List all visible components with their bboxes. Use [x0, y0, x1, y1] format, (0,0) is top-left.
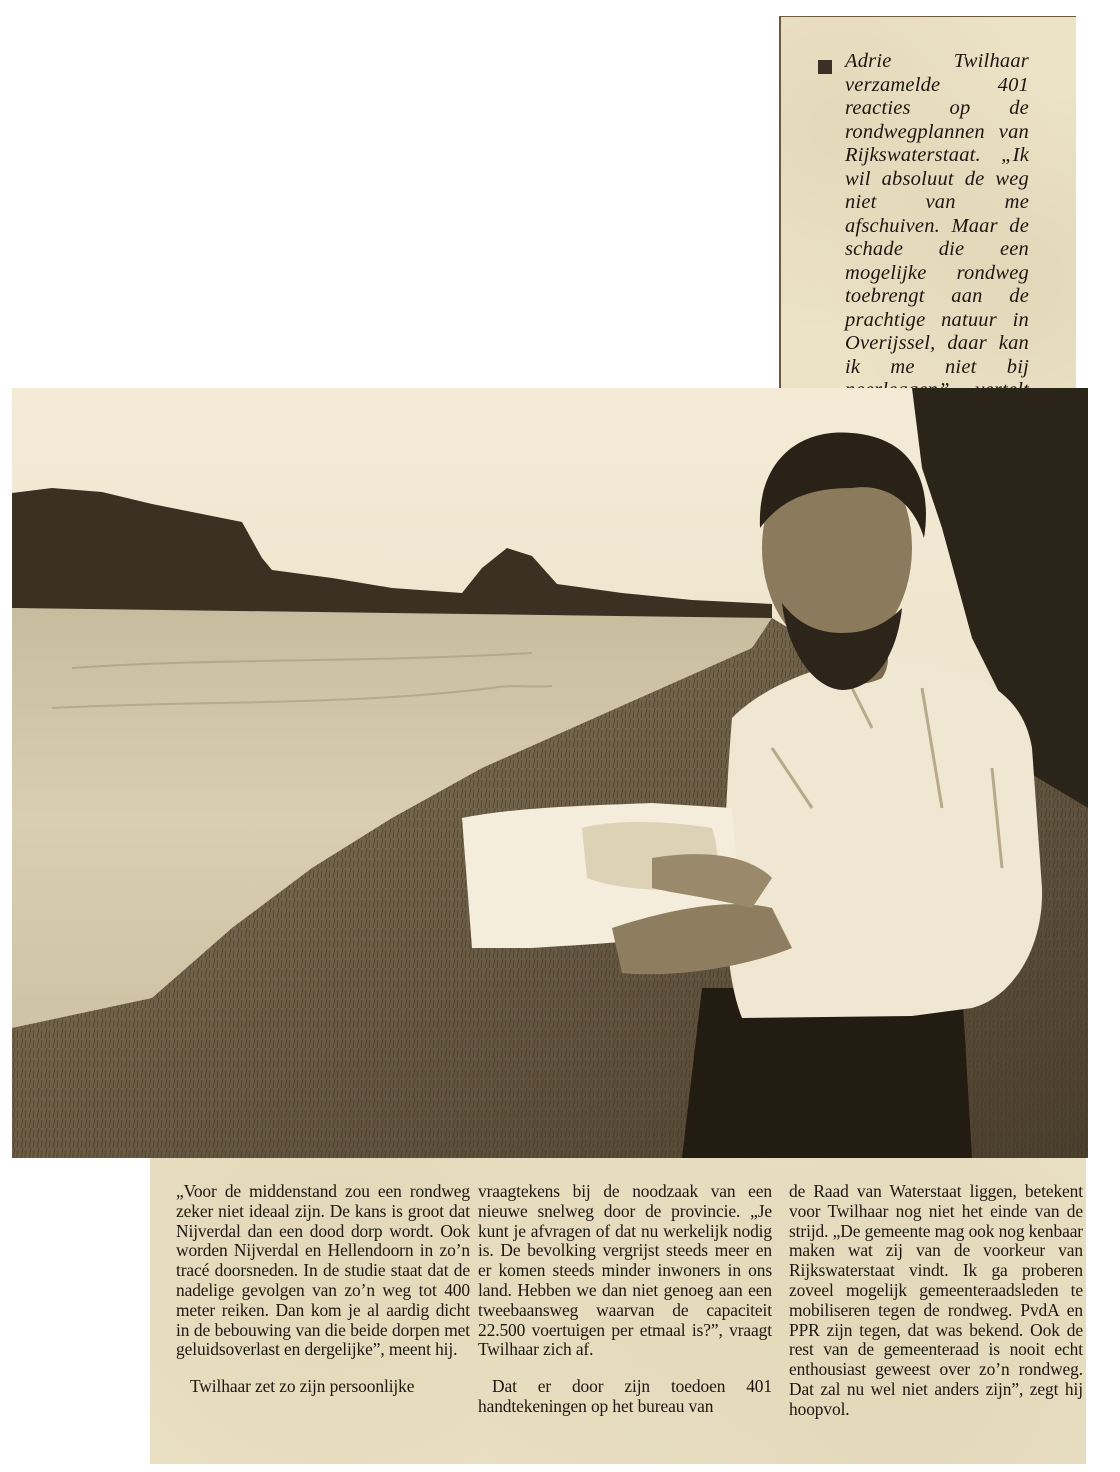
caption-bullet-square [818, 60, 832, 74]
article-column-2 [478, 1182, 772, 1434]
column1-paragraph-2: Twilhaar zet zo zijn persoonlijke [190, 1376, 415, 1397]
column3-paragraph-1: de Raad van Waterstaat liggen, betekent voor Twilhaar nog niet het einde van de strijd. „De gemeente mag ook nog kenbaar maken wat zij van de voorkeur van Rijkswaterstaat vindt. Ik ga proberen zoveel mogelijk gemeenteraadsleden te mobiliseren tegen de rondweg. PvdA en PPR zijn tegen, dat was bekend. Ook de rest van de gemeenteraad is nooit echt enthousiast geweest over zo’n rondweg. Dat zal nu wel niet anders zijn”, zegt hij hoopvol. [789, 1181, 1083, 1419]
article-column-3 [789, 1182, 1083, 1437]
photo-caption: Adrie Twilhaar verzamelde 401 reacties op de rondwegplannen van Rijkswaterstaat. „Ik wil absoluut de weg niet van me afschuiven. Maar de schade die een mogelijke rondweg toebrengt aan de prachtige natuur in Overijssel, daar kan ik me niet bij [845, 50, 1029, 378]
newspaper-photo [12, 388, 1088, 1158]
column2-paragraph-2: Dat er door zijn toedoen 401 handtekeningen op het bureau van [478, 1376, 772, 1416]
column2-paragraph-1: vraagtekens bij de noodzaak van een nieuwe snelweg door de provincie. „Je kunt je afvragen of dat nu werkelijk nodig is. De bevolking vergrijst steeds meer en er komen steeds minder inwoners in ons land. Hebben we dan niet genoeg aan een tweebaansweg waarvan de capaciteit 22.500 voertuigen per etmaal is?”, vraagt Twilhaar zich af. [478, 1181, 772, 1360]
article-column-1 [176, 1182, 470, 1414]
column1-paragraph-1: „Voor de middenstand zou een rondweg zeker niet ideaal zijn. De kans is groot dat Nijverdal dan een dood dorp wordt. Ook worden Nijverdal en Hellendoorn in zo’n tracé doorsneden. In de studie staat dat de nadelige gevolgen van zo’n weg tot 400 meter reiken. Dan kom je al aardig dicht in de bebouwing van die beide dorpen met geluidsoverlast en dergelijke”, meent hij. [176, 1181, 470, 1360]
